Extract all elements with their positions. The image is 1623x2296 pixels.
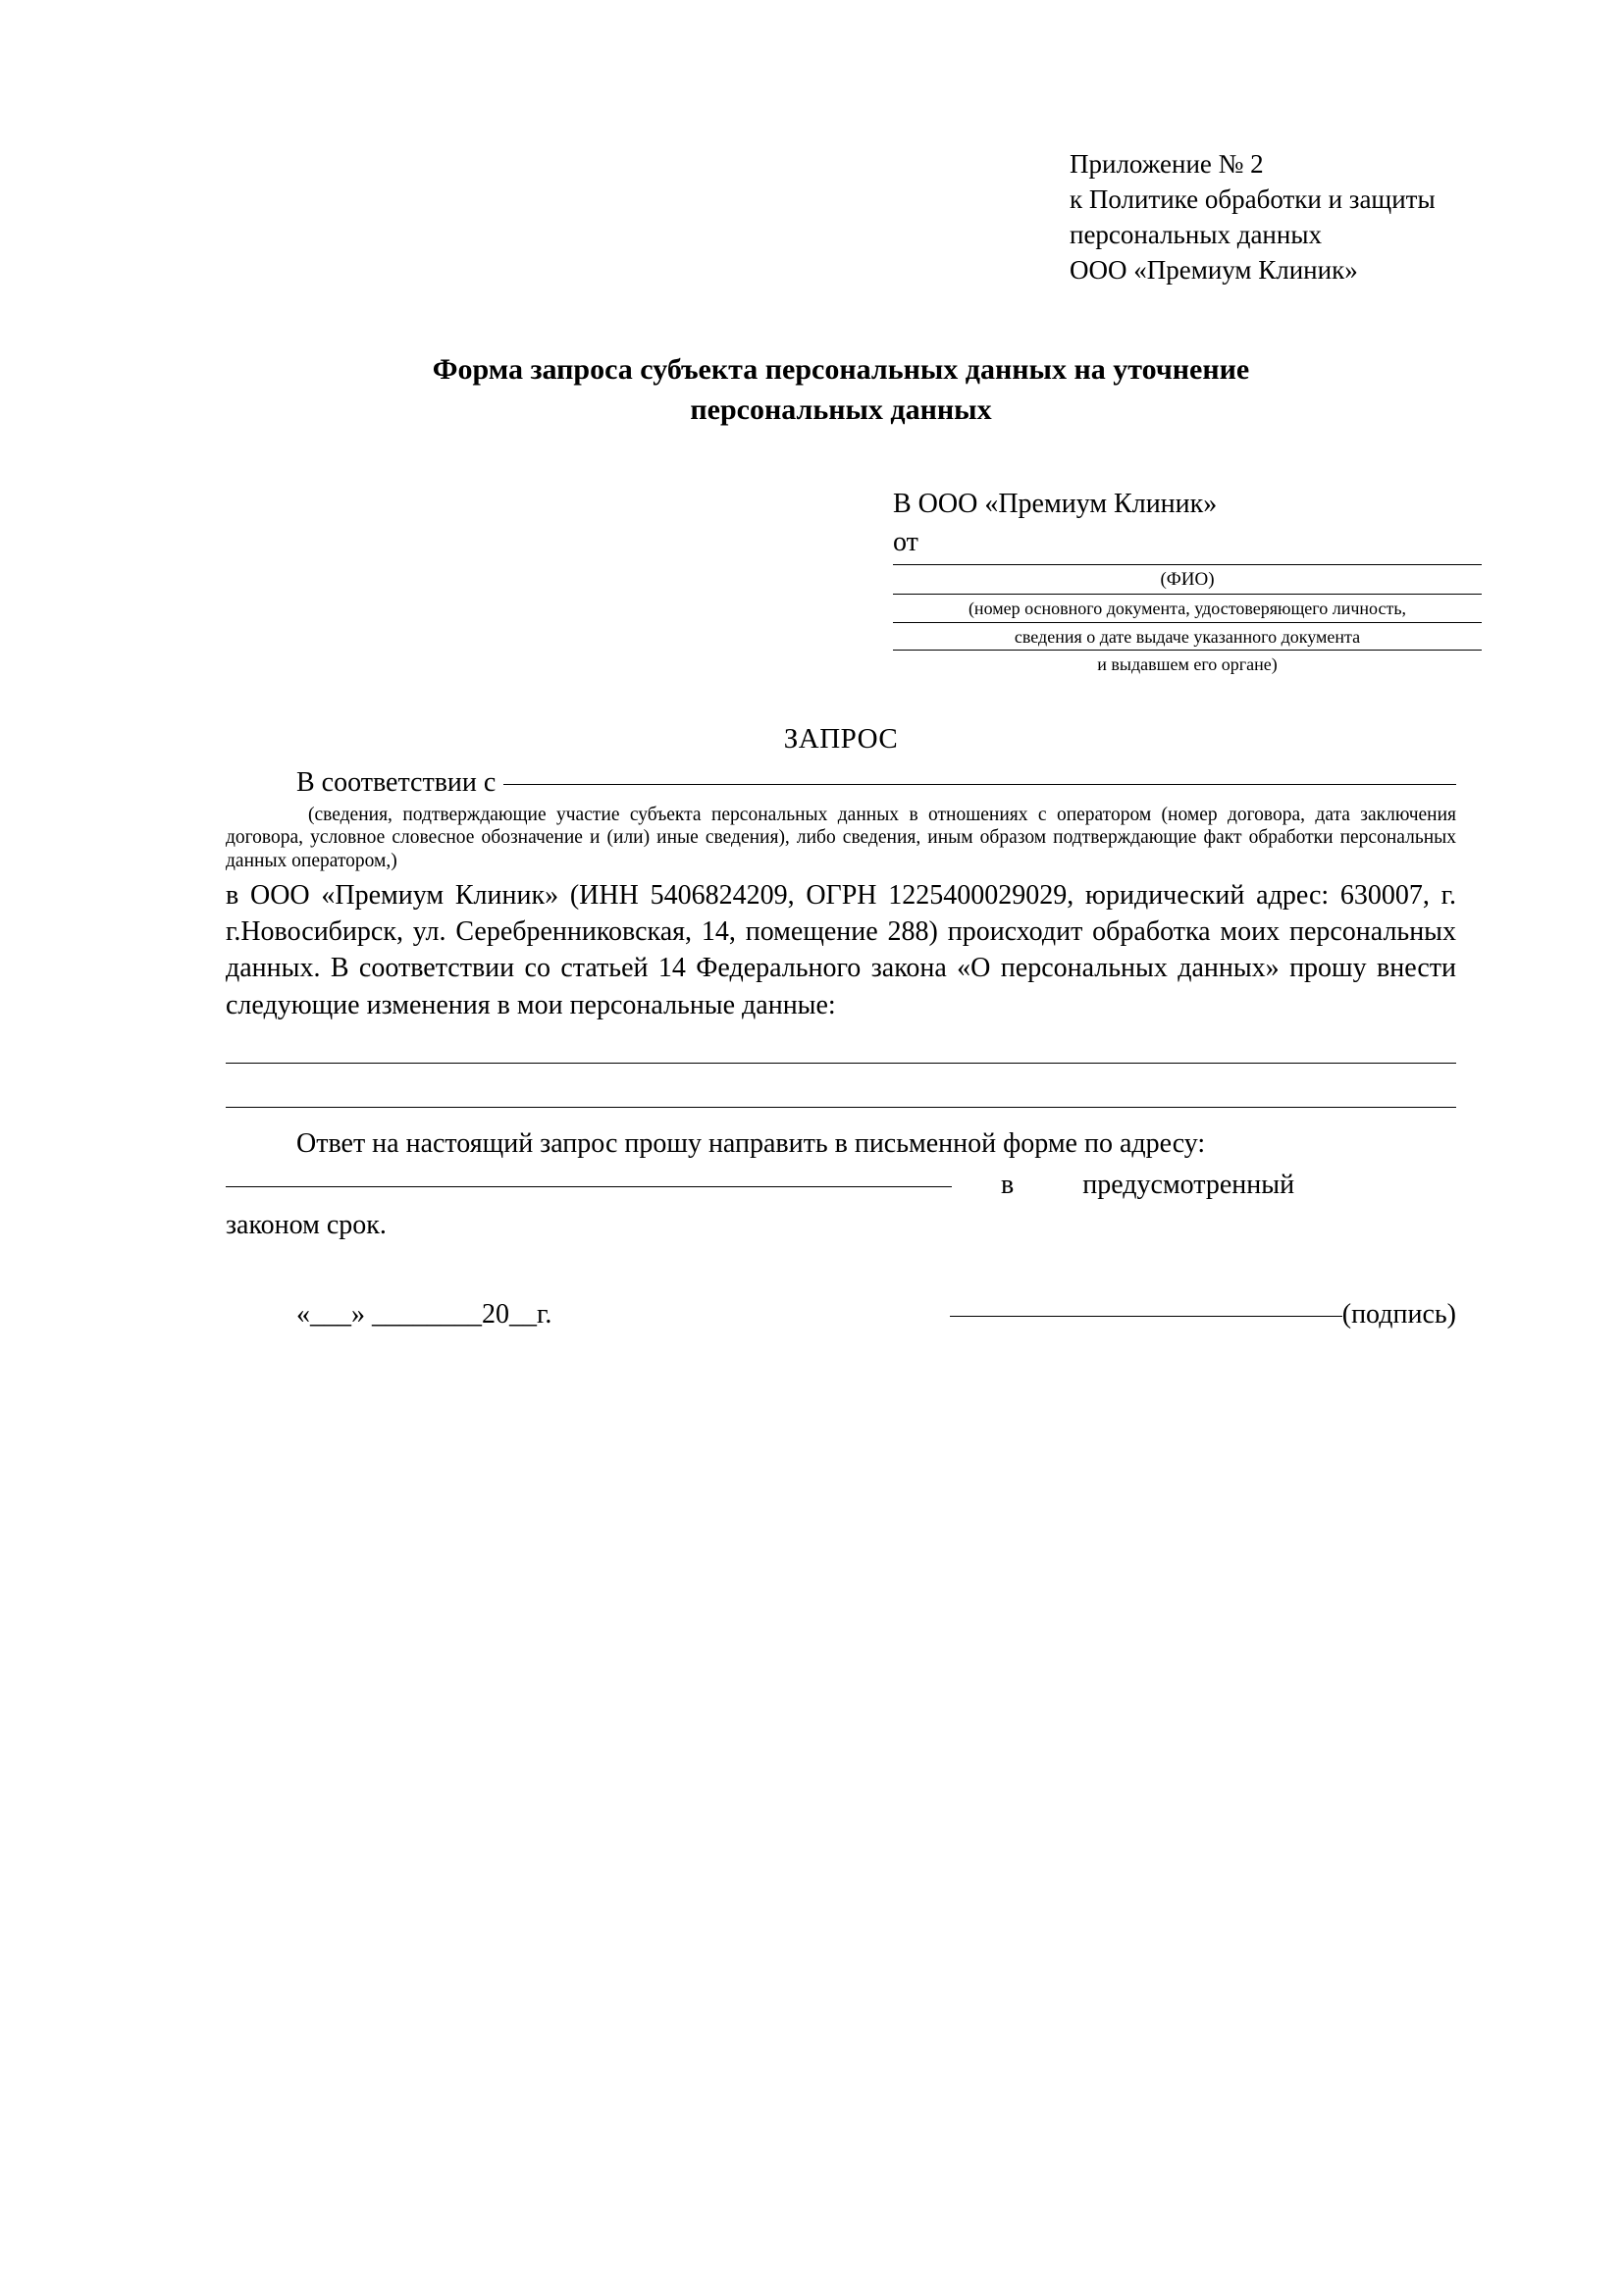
- answer-word-term: предусмотренный: [1082, 1170, 1295, 1201]
- document-issuer-field[interactable]: [893, 650, 1482, 676]
- answer-address-intro: [226, 1125, 1456, 1162]
- answer-address-tail: законом срок.: [226, 1210, 387, 1241]
- answer-address-field[interactable]: [226, 1168, 1456, 1204]
- basis-label: В соответствии с: [296, 766, 497, 798]
- signature-label: (подпись): [1341, 1299, 1456, 1331]
- appendix-line-4: ООО «Премиум Клиник»: [1070, 254, 1358, 285]
- page-title: [226, 349, 1456, 431]
- date-field[interactable]: «___» ________20__г.: [296, 1299, 552, 1331]
- appendix-line-3: персональных данных: [1070, 219, 1322, 249]
- operator-paragraph: в ООО «Премиум Клиник» (ИНН 5406824209, ОГРН 1225400029029, юридический адрес: 630007, г. г.Новосибирск, ул. Серебренниковская, 14, помещение 288) происходит обработка моих персональных данных. В соответствии со статьей 14 Федерального закона «О персональных данных» прошу внести следующие изменения в мои персональные данные:: [226, 879, 1456, 1020]
- addressee-organization: В ООО «Премиум Клиник»: [893, 489, 1218, 520]
- page-title-line-1: Форма запроса субъекта персональных данных на уточнение: [432, 352, 1250, 386]
- basis-field[interactable]: [226, 765, 1456, 802]
- changes-line-2[interactable]: [226, 1107, 1456, 1108]
- appendix-header: [1070, 147, 1456, 288]
- signature-rule[interactable]: [950, 1316, 1342, 1317]
- fio-field[interactable]: [893, 564, 1482, 592]
- basis-fineprint-text: (сведения, подтверждающие участие субъекта персональных данных в отношениях с оператором (номер договора, дата заключения договора, условное словесное обозначение и (или) иные сведения), либо сведения, иным образом подтверждающие факт обработки персональных данных оператором,): [226, 804, 1456, 872]
- appendix-line-1: Приложение № 2: [1070, 149, 1264, 179]
- request-body: [226, 765, 1456, 1333]
- addressee-from-label: от: [893, 526, 918, 557]
- answer-address-intro-text: Ответ на настоящий запрос прошу направить в письменной форме по адресу:: [296, 1127, 1206, 1159]
- signature-row: [226, 1297, 1456, 1333]
- appendix-line-2: к Политике обработки и защиты: [1070, 183, 1436, 214]
- document-issuer-caption: и выдавшем его органе): [1097, 654, 1278, 675]
- document-date-field[interactable]: [893, 622, 1482, 649]
- document-number-field[interactable]: [893, 594, 1482, 620]
- changes-line-1[interactable]: [226, 1063, 1456, 1064]
- document-date-caption: сведения о дате выдаче указанного документа: [1014, 626, 1361, 647]
- addressee-block: [893, 487, 1482, 675]
- fio-caption: (ФИО): [1160, 569, 1215, 591]
- basis-rule: [503, 784, 1456, 785]
- answer-address-rule: [226, 1186, 952, 1187]
- basis-fineprint: [226, 804, 1456, 873]
- page-title-line-2: персональных данных: [690, 393, 992, 427]
- request-heading: ЗАПРОС: [783, 722, 899, 755]
- document-number-caption: (номер основного документа, удостоверяющего личность,: [968, 599, 1407, 619]
- answer-word-v: в: [1001, 1170, 1015, 1201]
